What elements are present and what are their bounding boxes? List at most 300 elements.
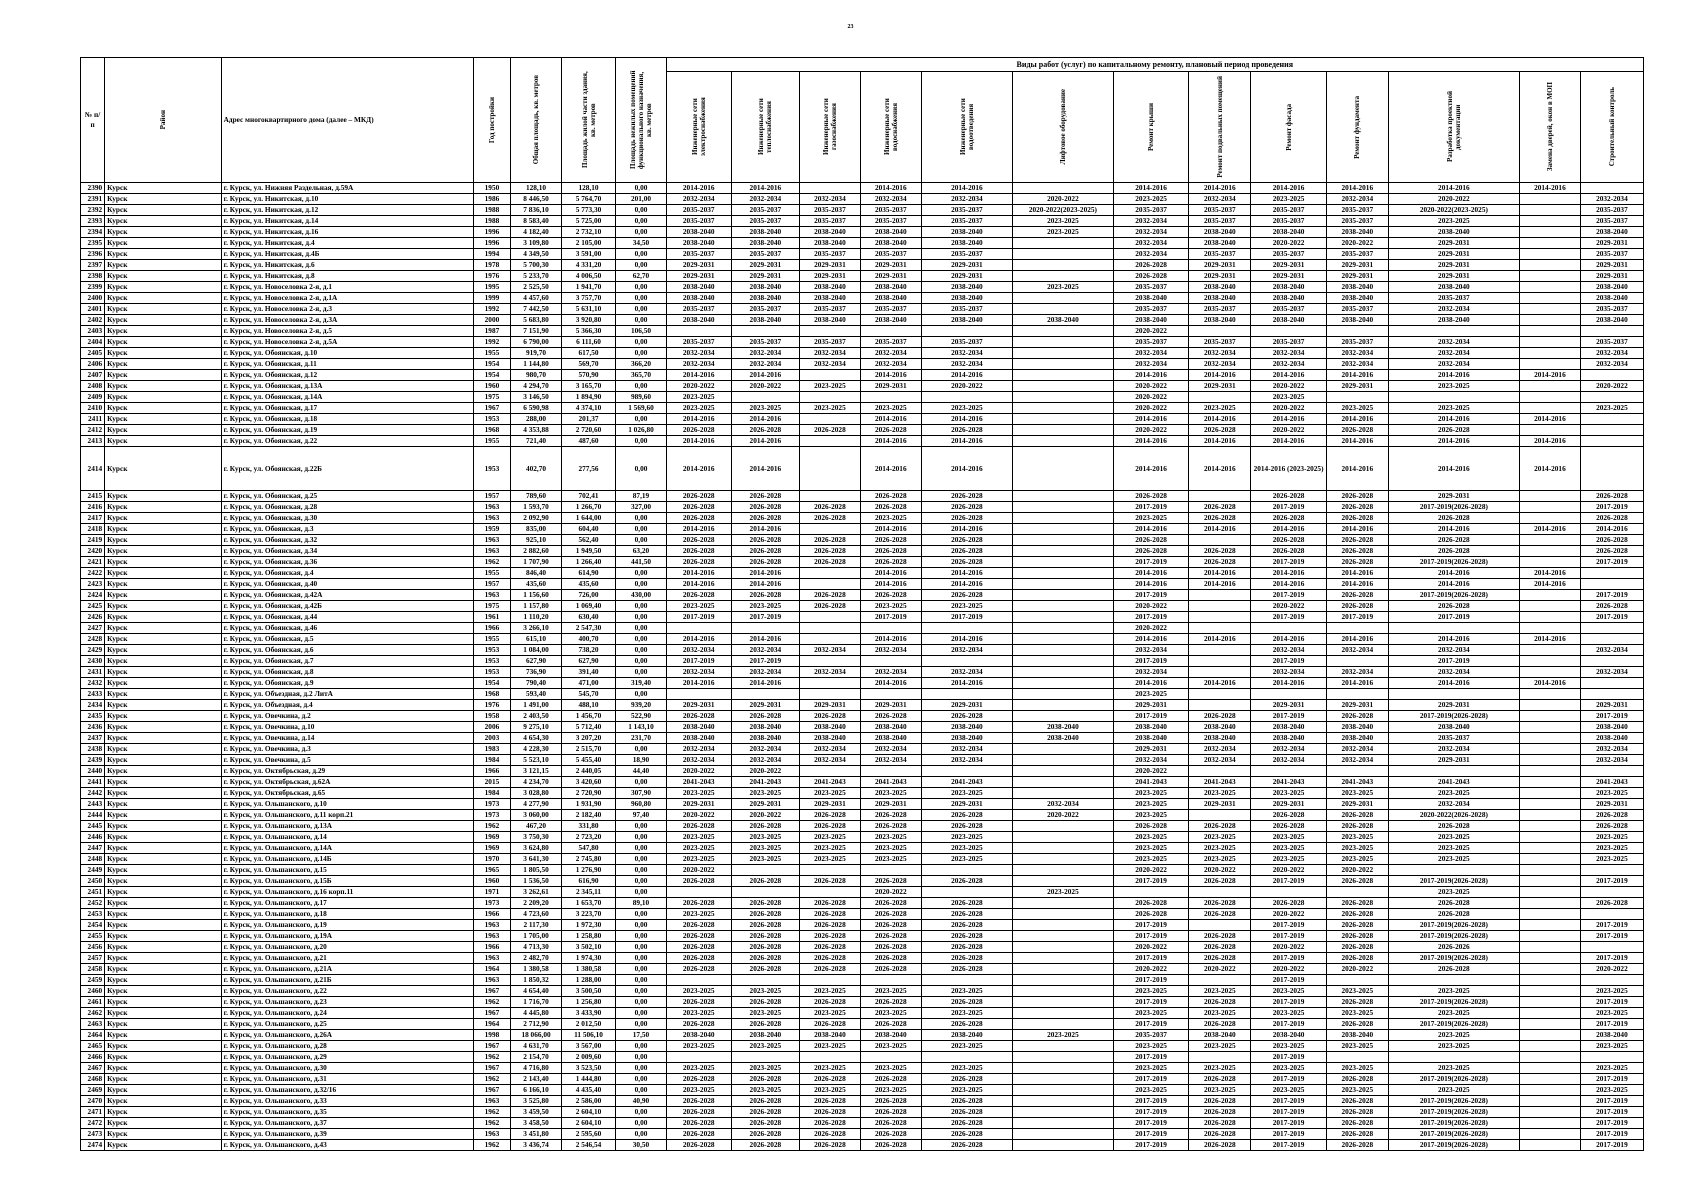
cell-living-area: 616,90 [561,876,616,887]
cell-work-period [1189,920,1251,931]
cell-work-period: 2023-2025 [666,1063,731,1074]
cell-work-period: 2038-2040 [1580,315,1643,326]
cell-work-period: 2014-2016 [1388,414,1519,425]
cell-address: г. Курск, ул. Обоянская, д.40 [221,579,473,590]
cell-work-period [1013,502,1114,513]
cell-work-period: 2032-2034 [1326,645,1388,656]
cell-work-period: 2026-2028 [666,953,731,964]
cell-year: 1994 [473,249,511,260]
table-row [81,843,1644,854]
cell-year: 2000 [473,315,511,326]
cell-address: г. Курск, ул. Ольшанского, д.32/16 [221,1085,473,1096]
cell-address: г. Курск, ул. Ольшанского, д.23 [221,997,473,1008]
cell-work-period: 2020-2022 [1326,964,1388,975]
cell-district: Курск [105,260,222,271]
cell-work-period: 2038-2040 [921,238,1012,249]
cell-address: г. Курск, ул. Овечкина, д.3 [221,744,473,755]
cell-work-period [1013,876,1114,887]
cell-num: 2419 [81,535,105,546]
cell-work-period [860,326,921,337]
cell-nonres-area: 0,00 [616,832,666,843]
cell-work-period: 2032-2034 [799,348,860,359]
table-row [81,678,1644,689]
cell-work-period: 2032-2034 [1189,359,1251,370]
cell-work-period [1326,1052,1388,1063]
table-row [81,942,1644,953]
cell-address: г. Курск, ул. Новоселовка 2-я, д.1 [221,282,473,293]
cell-work-period [1013,546,1114,557]
cell-total-area: 4 654,40 [511,986,561,997]
cell-work-period [1013,601,1114,612]
cell-work-period: 2032-2034 [731,667,799,678]
cell-living-area: 702,41 [561,491,616,502]
cell-nonres-area: 0,00 [616,689,666,700]
cell-work-period: 2014-2016 [1251,414,1327,425]
cell-total-area: 7 442,50 [511,304,561,315]
table-row [81,326,1644,337]
cell-district: Курск [105,766,222,777]
col-header-address: Адрес многоквартирного дома (далее – МКД) [221,58,473,183]
cell-total-area: 790,40 [511,678,561,689]
cell-work-period: 2026-2028 [1189,953,1251,964]
cell-work-period [1013,678,1114,689]
cell-district: Курск [105,216,222,227]
cell-work-period: 2038-2040 [921,1030,1012,1041]
cell-work-period: 2023-2025 [921,601,1012,612]
cell-work-period [921,656,1012,667]
cell-num: 2394 [81,227,105,238]
cell-work-period: 2026-2028 [731,513,799,524]
cell-address: г. Курск, ул. Ольшанского, д.14Б [221,854,473,865]
table-row [81,766,1644,777]
cell-work-period: 2026-2028 [1189,557,1251,568]
cell-work-period [1519,227,1580,238]
cell-work-period: 2017-2019(2026-2028) [1388,920,1519,931]
cell-total-area: 3 750,30 [511,832,561,843]
cell-num: 2421 [81,557,105,568]
cell-work-period [1519,964,1580,975]
cell-work-period [1251,689,1327,700]
table-row [81,1096,1644,1107]
cell-work-period: 2023-2025 [666,854,731,865]
cell-nonres-area: 0,00 [616,381,666,392]
cell-work-period: 2023-2025 [799,843,860,854]
cell-work-period [1189,645,1251,656]
table-row [81,656,1644,667]
cell-work-period: 2023-2025 [1388,1085,1519,1096]
cell-living-area: 3 757,70 [561,293,616,304]
cell-work-period: 2020-2022 [1251,964,1327,975]
cell-work-period: 2023-2025 [1580,788,1643,799]
cell-work-period: 2023-2025 [1326,843,1388,854]
cell-living-area: 2 586,00 [561,1096,616,1107]
cell-work-period: 2035-2037 [860,337,921,348]
cell-work-period [1189,810,1251,821]
cell-work-period: 2026-2028 [1189,1019,1251,1030]
cell-work-period: 2026-2028 [921,1129,1012,1140]
cell-work-period: 2023-2025 [921,403,1012,414]
cell-total-area: 721,40 [511,436,561,447]
cell-address: г. Курск, ул. Ольшанского, д.10 [221,799,473,810]
cell-work-period: 2026-2028 [731,964,799,975]
cell-nonres-area: 0,00 [616,909,666,920]
cell-total-area: 1 157,80 [511,601,561,612]
cell-work-period [1519,788,1580,799]
cell-work-period: 2038-2040 [799,733,860,744]
cell-work-period: 2023-2025 [731,1085,799,1096]
table-row [81,216,1644,227]
table-row [81,381,1644,392]
cell-work-period: 2017-2019 [1251,711,1327,722]
cell-living-area: 1 974,30 [561,953,616,964]
cell-work-period: 2017-2019 [1388,656,1519,667]
cell-work-period: 2038-2040 [1326,722,1388,733]
cell-work-period: 2020-2022 [1113,392,1189,403]
cell-year: 1965 [473,865,511,876]
cell-work-period: 2026-2028 [860,909,921,920]
cell-year: 1962 [473,821,511,832]
cell-nonres-area: 0,00 [616,843,666,854]
cell-work-period [921,865,1012,876]
cell-work-period: 2029-2031 [1388,249,1519,260]
cell-work-period: 2032-2034 [1113,348,1189,359]
cell-work-period: 2026-2028 [666,546,731,557]
cell-district: Курск [105,832,222,843]
cell-year: 1954 [473,678,511,689]
cell-work-period [666,623,731,634]
cell-living-area: 5 455,40 [561,755,616,766]
cell-work-period: 2026-2028 [799,546,860,557]
cell-work-period: 2035-2037 [666,337,731,348]
cell-work-period: 2023-2025 [921,854,1012,865]
cell-work-period: 2014-2016 [921,579,1012,590]
cell-work-period: 2032-2034 [921,744,1012,755]
cell-work-period: 2017-2019 [1113,1129,1189,1140]
cell-work-period: 2026-2028 [799,920,860,931]
cell-work-period: 2023-2025 [1388,843,1519,854]
cell-work-period: 2026-2028 [1388,425,1519,436]
cell-work-period: 2023-2025 [1388,832,1519,843]
cell-work-period [731,1052,799,1063]
cell-district: Курск [105,953,222,964]
cell-work-period: 2032-2034 [731,194,799,205]
cell-work-period: 2014-2016 [1519,436,1580,447]
cell-work-period: 2041-2043 [1251,777,1327,788]
cell-work-period: 2026-2028 [1189,1107,1251,1118]
cell-work-period: 2026-2028 [1326,997,1388,1008]
cell-work-period: 2014-2016 [1113,524,1189,535]
cell-work-period [799,436,860,447]
cell-work-period [1580,1052,1643,1063]
cell-address: г. Курск, ул. Ольшанского, д.19 [221,920,473,931]
cell-total-area: 2 712,90 [511,1019,561,1030]
cell-work-period: 2014-2016 [860,568,921,579]
cell-work-period: 2020-2022 [1113,425,1189,436]
cell-work-period [1519,865,1580,876]
cell-num: 2458 [81,964,105,975]
cell-work-period: 2014-2016 [1113,447,1189,491]
cell-work-period [1519,832,1580,843]
cell-total-area: 6 790,00 [511,337,561,348]
cell-work-period: 2035-2037 [860,216,921,227]
cell-work-period: 2023-2025 [860,403,921,414]
cell-district: Курск [105,722,222,733]
cell-work-period: 2017-2019(2026-2028) [1388,997,1519,1008]
cell-year: 1957 [473,579,511,590]
cell-work-period: 2023-2025 [1251,832,1327,843]
cell-address: г. Курск, ул. Обоянская, д.25 [221,491,473,502]
cell-nonres-area: 0,00 [616,1063,666,1074]
cell-work-period: 2032-2034 [799,645,860,656]
cell-work-period: 2038-2040 [921,315,1012,326]
cell-year: 1973 [473,799,511,810]
cell-work-period: 2014-2016 [1388,524,1519,535]
cell-work-period: 2026-2028 [731,920,799,931]
cell-work-period: 2032-2034 [731,348,799,359]
cell-work-period [1189,392,1251,403]
cell-work-period [1326,623,1388,634]
cell-work-period: 2014-2016 [860,678,921,689]
cell-total-area: 1 144,80 [511,359,561,370]
cell-living-area: 1 266,40 [561,557,616,568]
cell-work-period: 2020-2022 [1189,865,1251,876]
col-header-work [921,72,1012,183]
cell-nonres-area: 0,00 [616,986,666,997]
cell-work-period: 2017-2019 [1251,931,1327,942]
cell-work-period: 2017-2019 [1251,1096,1327,1107]
cell-address: г. Курск, ул. Октябрьская, д.65 [221,788,473,799]
cell-work-period: 2026-2028 [731,909,799,920]
cell-work-period: 2029-2031 [1251,260,1327,271]
cell-address: г. Курск, ул. Ольшанского, д.26А [221,1030,473,1041]
cell-num: 2446 [81,832,105,843]
cell-work-period [1013,293,1114,304]
cell-work-period: 2023-2025 [799,788,860,799]
cell-work-period [1013,524,1114,535]
table-row [81,282,1644,293]
cell-work-period: 2020-2022(2023-2025) [1013,205,1114,216]
cell-work-period [1326,689,1388,700]
cell-total-area: 4 234,70 [511,777,561,788]
cell-work-period: 2023-2025 [1388,1030,1519,1041]
cell-num: 2465 [81,1041,105,1052]
cell-work-period: 2038-2040 [1013,733,1114,744]
col-header-work-label: Инженерные сети водоотведения [958,98,975,156]
cell-work-period [1326,326,1388,337]
cell-work-period: 2026-2028 [1189,898,1251,909]
cell-total-area: 4 654,30 [511,733,561,744]
cell-work-period: 2032-2034 [921,359,1012,370]
cell-work-period: 2026-2028 [731,535,799,546]
cell-work-period [1013,788,1114,799]
cell-nonres-area: 0,00 [616,535,666,546]
cell-num: 2452 [81,898,105,909]
cell-work-period [1013,909,1114,920]
cell-work-period [799,568,860,579]
cell-work-period: 2023-2025 [860,843,921,854]
cell-work-period: 2035-2037 [1189,337,1251,348]
cell-district: Курск [105,315,222,326]
cell-work-period: 2026-2028 [860,535,921,546]
cell-work-period: 2026-2028 [799,876,860,887]
cell-nonres-area: 0,00 [616,1118,666,1129]
cell-district: Курск [105,1074,222,1085]
cell-nonres-area: 0,00 [616,667,666,678]
cell-living-area: 3 567,00 [561,1041,616,1052]
cell-living-area: 1 972,30 [561,920,616,931]
table-body [81,183,1644,1151]
cell-num: 2464 [81,1030,105,1041]
cell-work-period: 2023-2025 [799,1063,860,1074]
cell-district: Курск [105,590,222,601]
table-row [81,821,1644,832]
cell-num: 2412 [81,425,105,436]
cell-work-period [1519,920,1580,931]
cell-work-period: 2020-2022 [1251,425,1327,436]
cell-work-period: 2017-2019 [1113,1118,1189,1129]
cell-work-period [731,887,799,898]
cell-district: Курск [105,964,222,975]
cell-nonres-area: 1 143,10 [616,722,666,733]
cell-work-period: 2014-2016 [860,579,921,590]
cell-work-period: 2026-2028 [1189,546,1251,557]
cell-work-period: 2017-2019 [1580,711,1643,722]
cell-work-period [666,689,731,700]
cell-work-period: 2026-2028 [860,590,921,601]
cell-work-period: 2026-2028 [666,590,731,601]
cell-work-period: 2032-2034 [1251,359,1327,370]
cell-work-period: 2029-2031 [921,271,1012,282]
cell-work-period [1013,392,1114,403]
cell-total-area: 1 536,50 [511,876,561,887]
cell-num: 2417 [81,513,105,524]
cell-work-period [1189,975,1251,986]
cell-work-period: 2026-2028 [731,997,799,1008]
cell-work-period: 2014-2016 [666,183,731,194]
cell-work-period: 2038-2040 [1251,733,1327,744]
cell-work-period [666,975,731,986]
cell-living-area: 3 523,50 [561,1063,616,1074]
cell-work-period [1580,887,1643,898]
cell-num: 2461 [81,997,105,1008]
cell-address: г. Курск, ул. Никитская, д.10 [221,194,473,205]
cell-year: 1988 [473,216,511,227]
cell-total-area: 1 380,58 [511,964,561,975]
cell-work-period: 2014-2016 [1189,183,1251,194]
cell-year: 1967 [473,403,511,414]
cell-work-period [1519,876,1580,887]
cell-work-period: 2035-2037 [1326,205,1388,216]
col-header-total-area-label: Общая площадь, кв. метров [532,75,541,165]
cell-nonres-area: 0,00 [616,205,666,216]
cell-work-period: 2032-2034 [799,194,860,205]
cell-work-period: 2023-2025 [1113,799,1189,810]
cell-total-area: 3 262,61 [511,887,561,898]
cell-work-period [731,326,799,337]
cell-address: г. Курск, ул. Обоянская, д.22 [221,436,473,447]
cell-work-period [860,766,921,777]
cell-year: 1970 [473,854,511,865]
cell-work-period [1013,1019,1114,1030]
cell-work-period [1013,238,1114,249]
cell-num: 2468 [81,1074,105,1085]
cell-work-period: 2017-2019 [1113,1107,1189,1118]
cell-district: Курск [105,1140,222,1151]
cell-work-period: 2026-2028 [860,931,921,942]
cell-work-period: 2017-2019 [1251,656,1327,667]
col-header-work-label: Ремонт подвальных помещений [1215,76,1224,178]
cell-work-period [1013,854,1114,865]
cell-work-period: 2023-2025 [1013,1030,1114,1041]
cell-work-period: 2017-2019 [1580,1140,1643,1151]
cell-work-period [1580,689,1643,700]
cell-work-period: 2020-2022 [860,887,921,898]
cell-work-period: 2014-2016 [1326,579,1388,590]
cell-work-period: 2014-2016 [1519,183,1580,194]
cell-work-period: 2026-2028 [666,425,731,436]
cell-work-period: 2026-2028 [1326,821,1388,832]
cell-num: 2459 [81,975,105,986]
cell-work-period: 2035-2037 [860,304,921,315]
cell-work-period: 2035-2037 [1580,337,1643,348]
cell-work-period [1013,975,1114,986]
table-row [81,964,1644,975]
cell-work-period [1519,887,1580,898]
cell-work-period: 2035-2037 [666,249,731,260]
col-header-year [473,58,511,183]
cell-address: г. Курск, ул. Обоянская, д.22Б [221,447,473,491]
cell-work-period: 2014-2016 [1388,634,1519,645]
cell-work-period [1519,1019,1580,1030]
cell-work-period: 2014-2016 [860,436,921,447]
cell-living-area: 3 500,50 [561,986,616,997]
cell-work-period: 2038-2040 [1326,293,1388,304]
cell-total-area: 18 066,00 [511,1030,561,1041]
cell-work-period: 2026-2028 [1580,491,1643,502]
cell-work-period [1189,667,1251,678]
cell-work-period: 2038-2040 [1189,733,1251,744]
cell-work-period [1013,1096,1114,1107]
cell-total-area: 5 233,70 [511,271,561,282]
cell-nonres-area: 0,00 [616,568,666,579]
cell-work-period: 2014-2016 [731,579,799,590]
cell-nonres-area: 0,00 [616,315,666,326]
cell-work-period: 2026-2028 [921,964,1012,975]
table-row [81,304,1644,315]
table-row [81,612,1644,623]
cell-work-period [921,887,1012,898]
cell-address: г. Курск, ул. Ольшанского, д.33 [221,1096,473,1107]
table-row [81,370,1644,381]
cell-work-period [1189,535,1251,546]
cell-work-period: 2017-2019 [731,656,799,667]
cell-work-period [1189,656,1251,667]
cell-total-area: 1 156,60 [511,590,561,601]
cell-work-period: 2023-2025 [1189,854,1251,865]
cell-work-period: 2023-2025 [921,832,1012,843]
cell-work-period: 2017-2019 [1113,920,1189,931]
cell-nonres-area: 62,70 [616,271,666,282]
cell-work-period [1580,447,1643,491]
cell-work-period [1013,359,1114,370]
cell-total-area: 1 110,20 [511,612,561,623]
cell-living-area: 4 374,10 [561,403,616,414]
cell-nonres-area: 522,90 [616,711,666,722]
cell-nonres-area: 0,00 [616,601,666,612]
cell-address: г. Курск, ул. Ольшанского, д.13А [221,821,473,832]
table-row [81,238,1644,249]
cell-work-period [1519,205,1580,216]
